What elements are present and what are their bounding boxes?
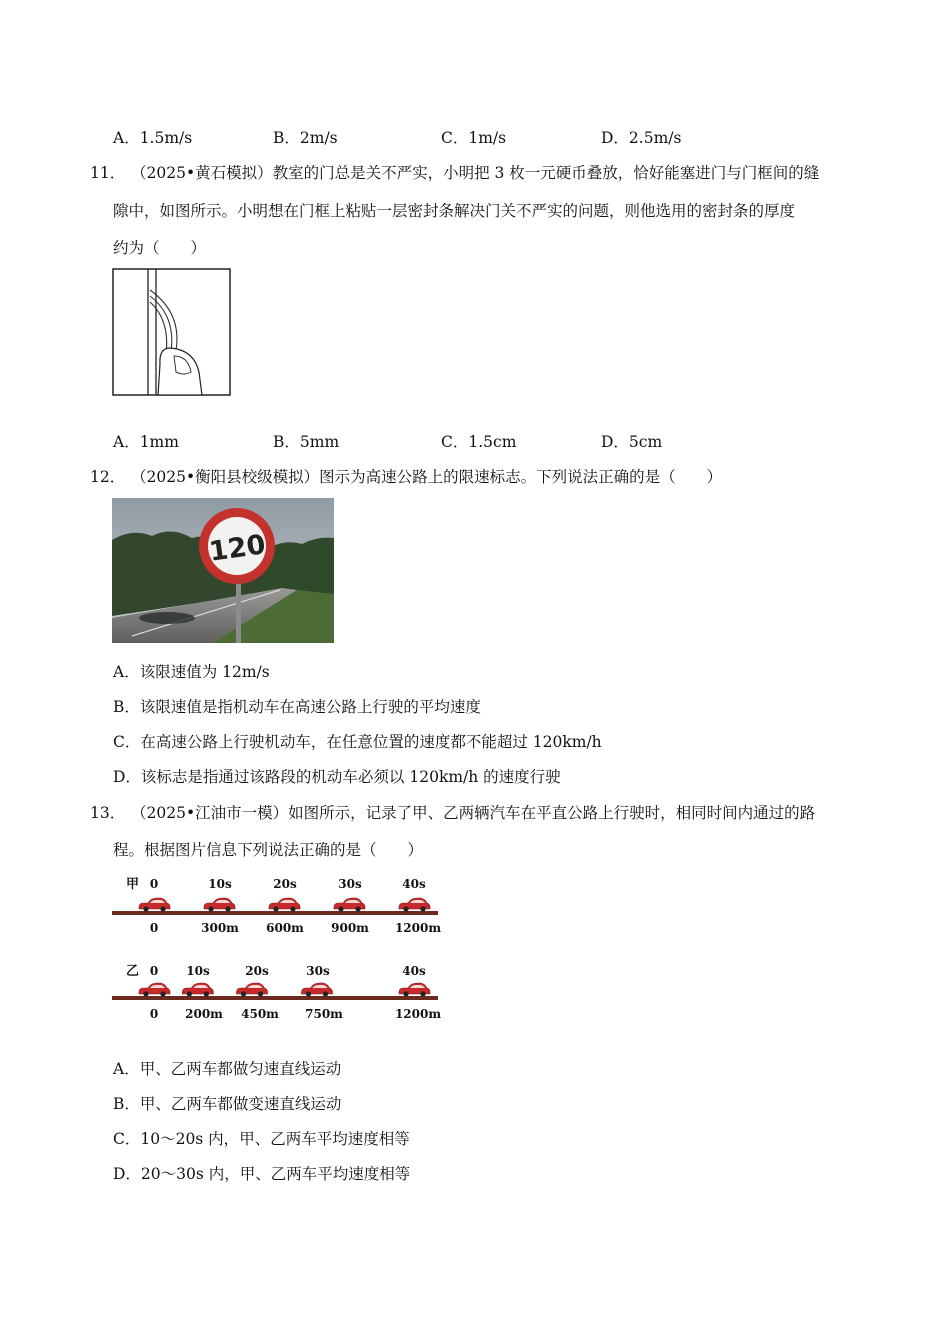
yi-road: [112, 996, 438, 1000]
jia-time-10s: 10s: [208, 877, 232, 891]
q10-option-d[interactable]: D．2.5m/s: [601, 129, 682, 147]
q12-option-a[interactable]: A．该限速值为 12m/s: [113, 663, 270, 681]
yi-dist-200m: 200m: [185, 1007, 223, 1021]
yi-time-10s: 10s: [186, 964, 210, 978]
jia-time-20s: 20s: [273, 877, 297, 891]
q11-option-c[interactable]: C．1.5cm: [441, 433, 517, 451]
speed-limit-photo: [112, 498, 334, 643]
jia-label: 甲: [126, 877, 140, 892]
q13-stem-line-1: （2025•江油市一模）如图所示，记录了甲、乙两辆汽车在平直公路上行驶时，相同时间内通过的路: [131, 804, 816, 822]
q13-stem-line-2: 程。根据图片信息下列说法正确的是（ ）: [113, 841, 424, 859]
jia-time-0: 0: [149, 877, 159, 891]
yi-label: 乙: [126, 964, 140, 979]
q11-stem-line-1: （2025•黄石模拟）教室的门总是关不严实，小明把 3 枚一元硬币叠放，恰好能塞进门与门框间的缝: [131, 164, 820, 182]
yi-dist-1200m: 1200m: [394, 1007, 442, 1021]
yi-cars: [139, 983, 430, 997]
yi-dist-750m: 750m: [305, 1007, 343, 1021]
jia-car-2: [269, 898, 300, 912]
q12-number: 12．: [90, 468, 126, 486]
q11-stem-line-3: 约为（ ）: [113, 239, 207, 257]
yi-car-1: [182, 983, 213, 997]
q12-option-d[interactable]: D．该标志是指通过该路段的机动车必须以 120km/h 的速度行驶: [113, 768, 561, 786]
q11-stem-line-2: 隙中，如图所示。小明想在门框上粘贴一层密封条解决门关不严实的问题，则他选用的密封条的厚度: [113, 202, 796, 220]
q11-number: 11．: [90, 164, 126, 182]
yi-car-0: [139, 983, 170, 997]
q11-option-b[interactable]: B．5mm: [273, 433, 340, 451]
q13-option-c[interactable]: C．10～20s 内，甲、乙两车平均速度相等: [113, 1130, 410, 1148]
sign-speed-number: 120: [207, 529, 268, 568]
q13-car-motion-figure: [112, 868, 446, 1028]
q10-option-c[interactable]: C．1m/s: [441, 129, 507, 147]
q11-option-d[interactable]: D．5cm: [601, 433, 663, 451]
q12-stem: （2025•衡阳县校级模拟）图示为高速公路上的限速标志。下列说法正确的是（ ）: [131, 468, 723, 486]
blurred-car: [139, 612, 195, 624]
yi-car-2: [237, 983, 268, 997]
yi-dist-450m: 450m: [241, 1007, 279, 1021]
jia-time-40s: 40s: [402, 877, 426, 891]
q13-option-a[interactable]: A．甲、乙两车都做匀速直线运动: [113, 1060, 342, 1078]
yi-time-20s: 20s: [245, 964, 269, 978]
yi-time-40s: 40s: [402, 964, 426, 978]
q13-number: 13．: [90, 804, 126, 822]
jia-road: [112, 911, 438, 915]
q12-option-c[interactable]: C．在高速公路上行驶机动车，在任意位置的速度都不能超过 120km/h: [113, 733, 602, 751]
jia-car-0: [139, 898, 170, 912]
yi-car-3: [302, 983, 333, 997]
q13-option-b[interactable]: B．甲、乙两车都做变速直线运动: [113, 1095, 342, 1113]
q13-option-d[interactable]: D．20～30s 内，甲、乙两车平均速度相等: [113, 1165, 411, 1183]
jia-car-3: [334, 898, 365, 912]
q12-option-b[interactable]: B．该限速值是指机动车在高速公路上行驶的平均速度: [113, 698, 481, 716]
q11-option-a[interactable]: A．1mm: [113, 433, 179, 451]
yi-time-30s: 30s: [306, 964, 330, 978]
yi-time-0: 0: [149, 964, 159, 978]
jia-dist-600m: 600m: [266, 921, 304, 935]
jia-dist-300m: 300m: [201, 921, 239, 935]
jia-car-4: [399, 898, 430, 912]
q11-door-coin-figure: [112, 268, 232, 398]
jia-dist-0: 0: [149, 921, 159, 935]
sign-pole: [236, 578, 241, 643]
yi-dist-0: 0: [149, 1007, 159, 1021]
jia-dist-900m: 900m: [331, 921, 369, 935]
q10-option-a[interactable]: A．1.5m/s: [113, 129, 193, 147]
jia-cars: [139, 898, 430, 912]
jia-time-30s: 30s: [338, 877, 362, 891]
jia-dist-1200m: 1200m: [394, 921, 442, 935]
q10-option-b[interactable]: B．2m/s: [273, 129, 338, 147]
jia-car-1: [204, 898, 235, 912]
yi-car-4: [399, 983, 430, 997]
